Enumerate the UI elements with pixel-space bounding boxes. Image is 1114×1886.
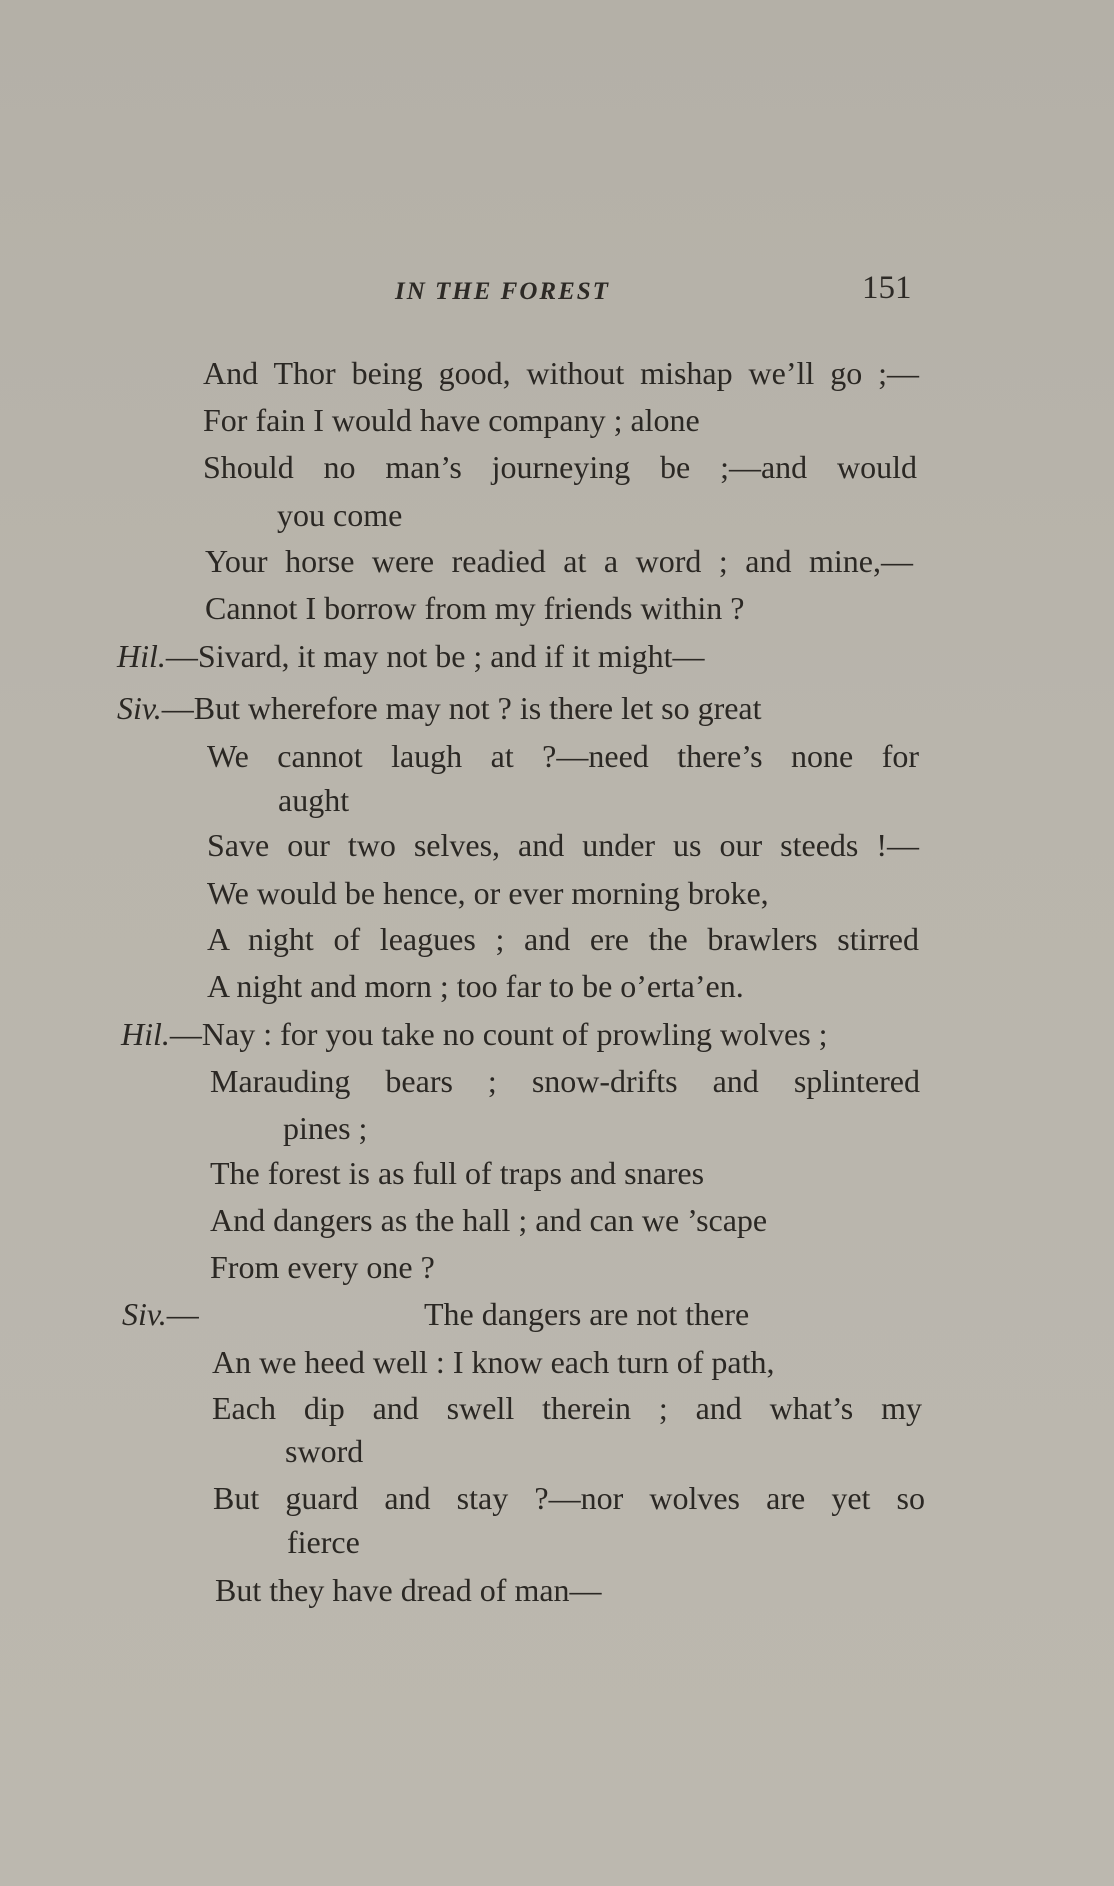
verse-line: fierce (287, 1524, 360, 1560)
verse-line: The dangers are not there (424, 1296, 750, 1332)
speech-line (122, 1296, 199, 1332)
verse-line: The forest is as full of traps and snares (210, 1155, 705, 1191)
verse-line: And dangers as the hall ; and can we ’scape (210, 1202, 768, 1238)
speaker-label: Siv. (117, 690, 162, 726)
verse-line: Should no man’s journeying be ;—and would (203, 449, 917, 485)
verse-line: We cannot laugh at ?—need there’s none for (207, 738, 919, 774)
verse-line: aught (278, 782, 350, 818)
verse-line: From every one ? (210, 1249, 435, 1285)
verse-text: — (166, 1296, 199, 1332)
verse-line: But they have dread of man— (215, 1572, 602, 1608)
speaker-label: Hil. (117, 638, 166, 674)
speech-line (117, 690, 762, 726)
verse-line: And Thor being good, without mishap we’ll go ;— (203, 355, 919, 391)
speaker-label: Hil. (121, 1016, 170, 1052)
verse-line: A night and morn ; too far to be o’erta’en. (207, 968, 744, 1004)
verse-text: —But wherefore may not ? is there let so great (161, 690, 762, 726)
speech-line (117, 638, 705, 674)
verse-line: An we heed well : I know each turn of path, (212, 1344, 775, 1380)
verse-line: Cannot I borrow from my friends within ? (205, 590, 745, 626)
verse-line: But guard and stay ?—nor wolves are yet so (213, 1480, 925, 1516)
page-number: 151 (862, 270, 912, 306)
verse-line: you come (277, 497, 403, 533)
verse-line: For fain I would have company ; alone (203, 402, 700, 438)
verse-line: Your horse were readied at a word ; and mine,— (205, 543, 913, 579)
verse-line: We would be hence, or ever morning broke, (207, 875, 769, 911)
verse-line: pines ; (283, 1110, 368, 1146)
verse-line: A night of leagues ; and ere the brawlers stirred (207, 921, 919, 957)
verse-text: —Sivard, it may not be ; and if it might— (165, 638, 705, 674)
verse-line: Each dip and swell therein ; and what’s my (212, 1390, 922, 1426)
verse-line: sword (285, 1433, 364, 1469)
speaker-label: Siv. (122, 1296, 167, 1332)
speech-line (121, 1016, 828, 1052)
verse-line: Marauding bears ; snow-drifts and splintered (210, 1063, 920, 1099)
verse-text: —Nay : for you take no count of prowling wolves ; (169, 1016, 828, 1052)
verse-line: Save our two selves, and under us our steeds !— (207, 827, 919, 863)
running-title: IN THE FOREST (395, 278, 610, 305)
page-header (0, 270, 1114, 310)
